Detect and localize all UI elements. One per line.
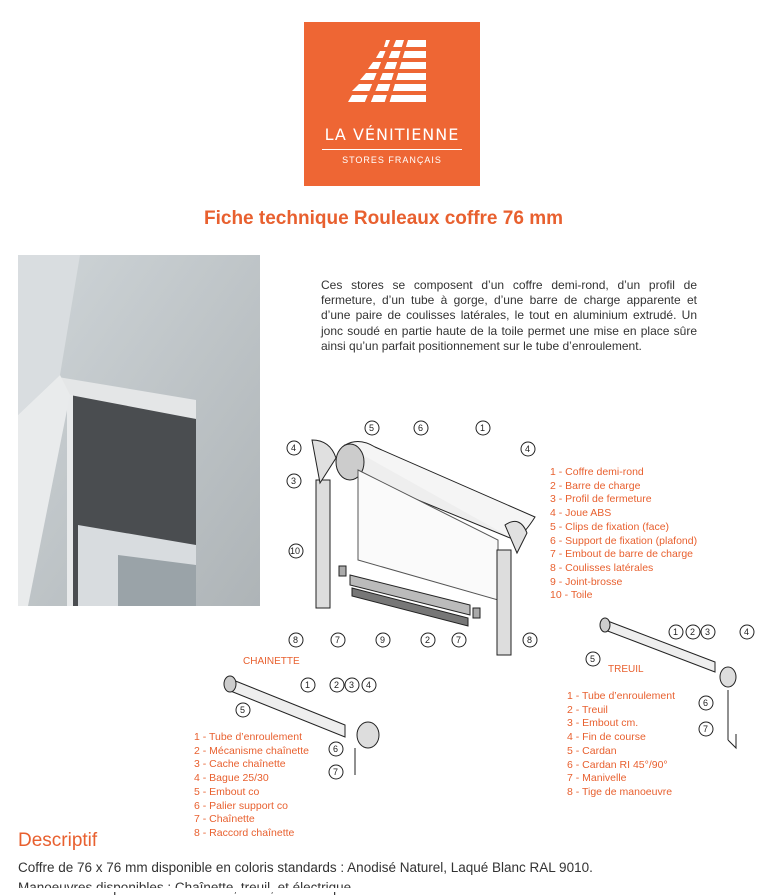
legend-item: 7 - Embout de barre de charge xyxy=(550,548,694,561)
svg-text:4: 4 xyxy=(291,443,297,453)
legend-item: 2 - Mécanisme chaînette xyxy=(194,744,309,757)
svg-text:10: 10 xyxy=(290,546,301,556)
chainette-callout: 4 xyxy=(366,680,372,690)
legend-item: 9 - Joint-brosse xyxy=(550,575,623,588)
svg-text:8: 8 xyxy=(293,635,299,645)
chainette-callout: 3 xyxy=(349,680,355,690)
legend-item: 3 - Cache chaînette xyxy=(194,758,286,771)
legend-item: 1 - Tube d’enroulement xyxy=(194,731,302,743)
legend-item: 3 - Profil de fermeture xyxy=(550,493,652,506)
brand-tagline: STORES FRANÇAIS xyxy=(342,155,442,165)
legend-item: 7 - Chaînette xyxy=(194,813,255,826)
svg-text:9: 9 xyxy=(380,635,386,645)
svg-text:7: 7 xyxy=(456,635,462,645)
main-legend xyxy=(550,466,697,603)
legend-item: 1 - Coffre demi-rond xyxy=(550,466,644,478)
page-title: Fiche technique Rouleaux coffre 76 mm xyxy=(204,208,563,229)
svg-text:4: 4 xyxy=(525,444,531,454)
treuil-callout: 7 xyxy=(703,724,709,734)
chainette-callout: 6 xyxy=(333,744,339,754)
legend-item: 7 - Manivelle xyxy=(567,772,627,785)
legend-item: 5 - Clips de fixation (face) xyxy=(550,520,670,533)
legend-item: 8 - Coulisses latérales xyxy=(550,561,654,574)
legend-item: 1 - Tube d’enroulement xyxy=(567,690,675,702)
legend-item: 4 - Joue ABS xyxy=(550,507,612,520)
legend-item: 5 - Cardan xyxy=(567,744,617,757)
treuil-legend xyxy=(567,690,675,800)
chainette-label: CHAINETTE xyxy=(243,656,300,667)
svg-text:7: 7 xyxy=(335,635,341,645)
svg-text:6: 6 xyxy=(418,423,424,433)
legend-item: 10 - Toile xyxy=(550,589,593,602)
descriptif-line-1: Coffre de 76 x 76 mm disponible en coloris standards : Anodisé Naturel, Laqué Blanc RAL 9010. xyxy=(18,860,593,875)
treuil-callout: 1 xyxy=(673,627,679,637)
treuil-callout: 5 xyxy=(590,654,596,664)
chainette-callout: 1 xyxy=(305,680,311,690)
legend-item: 4 - Fin de course xyxy=(567,731,646,744)
svg-text:2: 2 xyxy=(425,635,431,645)
treuil-callout: 3 xyxy=(705,627,711,637)
chainette-callout: 5 xyxy=(240,705,246,715)
brand-name: LA VÉNITIENNE xyxy=(324,125,460,144)
main-exploded-drawing xyxy=(312,440,535,655)
page-cutoff xyxy=(0,888,767,892)
legend-item: 2 - Treuil xyxy=(567,703,608,716)
svg-text:3: 3 xyxy=(291,476,297,486)
svg-text:1: 1 xyxy=(480,423,486,433)
descriptif-heading: Descriptif xyxy=(18,830,98,851)
treuil-label: TREUIL xyxy=(608,664,644,675)
legend-item: 6 - Palier support co xyxy=(194,799,288,812)
legend-item: 8 - Raccord chaînette xyxy=(194,826,295,839)
brand-logo xyxy=(304,22,480,186)
legend-item: 5 - Embout co xyxy=(194,785,260,798)
legend-item: 6 - Support de fixation (plafond) xyxy=(550,534,698,547)
logo-blinds-icon xyxy=(346,36,438,122)
legend-item: 8 - Tige de manoeuvre xyxy=(567,785,673,798)
legend-item: 4 - Bague 25/30 xyxy=(194,772,269,785)
treuil-callout: 4 xyxy=(744,627,750,637)
chainette-callout: 2 xyxy=(334,680,340,690)
chainette-callout: 7 xyxy=(333,767,339,777)
legend-item: 3 - Embout cm. xyxy=(567,717,639,730)
chainette-legend xyxy=(194,731,309,841)
intro-text: Ces stores se composent d’un coffre demi-rond, d’un profil de fermeture, d’un tube à gorge, d’une barre de charge apparente et d’une paire de coulisses latérales, le tout en aluminium extrudé. Un jonc soudé en partie haute de la toile permet une mise en place sûre ainsi qu’un parfait positionnement sur le tube d’enroulement. xyxy=(321,278,697,353)
legend-item: 6 - Cardan RI 45°/90° xyxy=(567,758,668,771)
logo-divider xyxy=(322,149,462,150)
treuil-callout: 6 xyxy=(703,698,709,708)
treuil-callout: 2 xyxy=(690,627,696,637)
svg-text:5: 5 xyxy=(369,423,375,433)
legend-item: 2 - Barre de charge xyxy=(550,479,641,492)
svg-text:8: 8 xyxy=(527,635,533,645)
